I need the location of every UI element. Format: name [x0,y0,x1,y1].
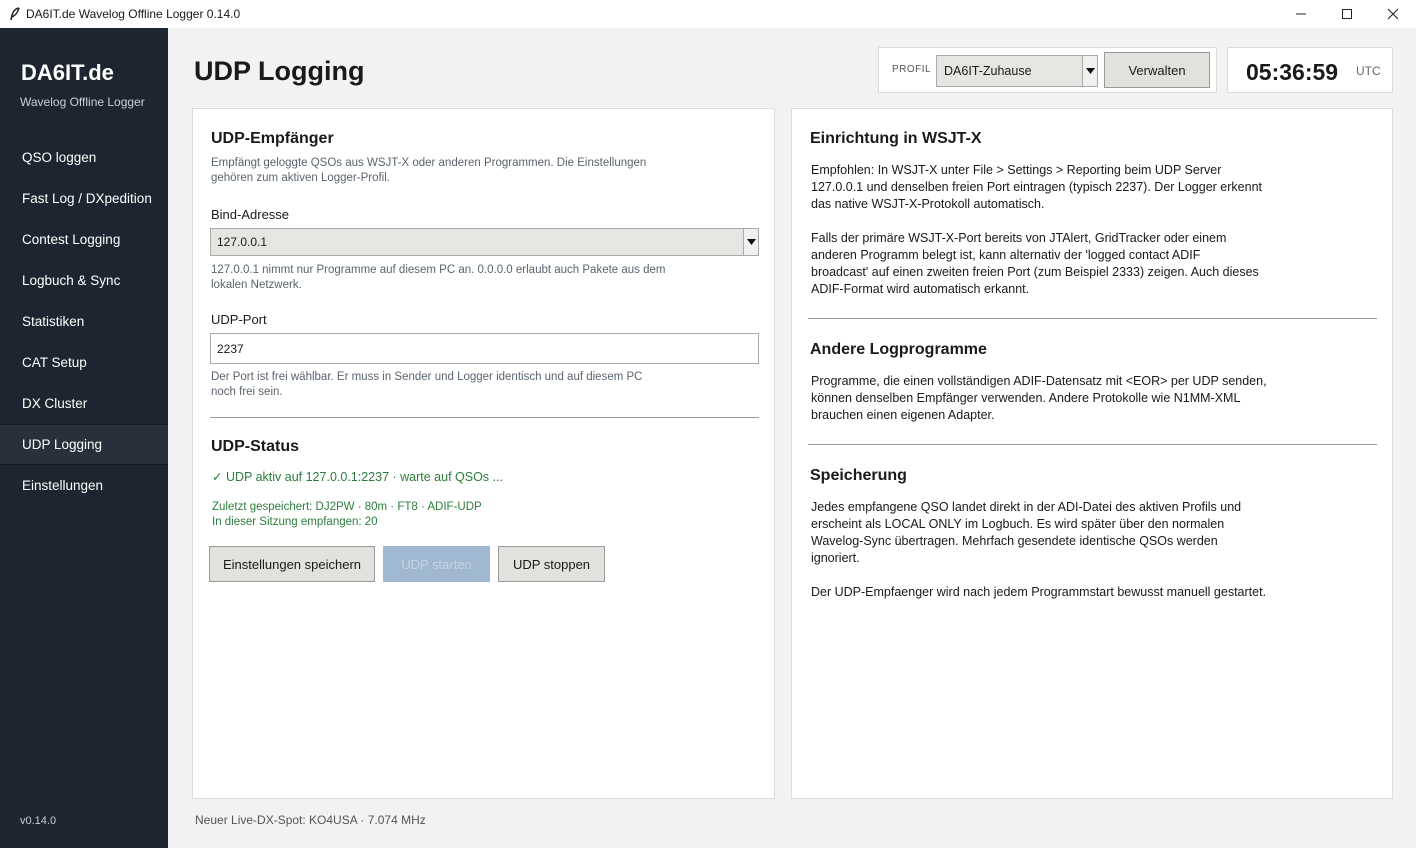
window-controls [1278,0,1416,28]
udp-port-label: UDP-Port [211,312,267,327]
section-divider [210,417,759,418]
chevron-down-icon [1082,56,1097,86]
storage-paragraph-1: Jedes empfangene QSO landet direkt in der ADI-Datei des aktiven Profils und erscheint als LOCAL ONLY im Logbuch. Es wird später über den normalen Wavelog-Sync übertragen. Mehrfach gesendete identische QSOs werden ignoriert. [811,500,1242,565]
window-title: DA6IT.de Wavelog Offline Logger 0.14.0 [26,7,241,21]
port-hint-line2: noch frei sein. [211,386,283,398]
sidebar-item-logbuch-sync[interactable]: Logbuch & Sync [22,273,121,288]
bind-hint-line2: lokalen Netzwerk. [211,279,302,291]
footer-status: Neuer Live-DX-Spot: KO4USA · 7.074 MHz [195,813,426,827]
profile-label: PROFIL [892,64,932,75]
receiver-description-line1: Empfängt geloggte QSOs aus WSJT-X oder anderen Programmen. Die Einstellungen [211,157,647,169]
bind-address-select[interactable] [210,228,759,256]
minimize-icon [1295,8,1307,20]
maximize-button[interactable] [1324,0,1370,28]
udp-stop-button[interactable]: UDP stoppen [498,546,605,582]
udp-port-input[interactable] [210,333,759,364]
udp-port-value: 2237 [217,341,244,356]
wsjtx-paragraph-1: Empfohlen: In WSJT-X unter File > Settings > Reporting beim UDP Server 127.0.0.1 und denselben freien Port eintragen (typisch 2237). Der Logger erkennt das native WSJT-X-Protokoll automatisch. [811,163,1262,211]
udp-settings-panel [192,108,775,799]
brand-subtitle: Wavelog Offline Logger [20,95,145,109]
info-panel [791,108,1393,799]
close-icon [1387,8,1399,20]
sidebar-item-dx-cluster[interactable]: DX Cluster [22,396,88,411]
sidebar-item-udp-logging[interactable]: UDP Logging [0,424,168,465]
session-count-status: In dieser Sitzung empfangen: 20 [212,516,378,528]
storage-paragraph-2: Der UDP-Empfaenger wird nach jedem Programmstart bewusst manuell gestartet. [811,585,1267,599]
udp-active-status: ✓ UDP aktiv auf 127.0.0.1:2237 · warte auf QSOs ... [212,470,503,484]
title-bar [0,0,1416,28]
other-loggers-heading: Andere Logprogramme [810,341,987,358]
wsjtx-heading: Einrichtung in WSJT-X [810,130,982,147]
clock-timezone: UTC [1356,64,1381,78]
utc-clock [1227,47,1393,93]
section-divider [808,318,1377,319]
sidebar-item-cat-setup[interactable]: CAT Setup [22,355,87,370]
section-divider [808,444,1377,445]
sidebar-nav [0,137,168,506]
close-button[interactable] [1370,0,1416,28]
brand-title: DA6IT.de [21,60,114,85]
chevron-down-icon [743,229,758,255]
sidebar-item-fast-log[interactable]: Fast Log / DXpedition [22,191,152,206]
receiver-heading: UDP-Empfänger [211,130,334,147]
sidebar-item-einstellungen[interactable]: Einstellungen [22,478,104,493]
sidebar-item-statistiken[interactable]: Statistiken [22,314,85,329]
manage-profile-button[interactable]: Verwalten [1104,52,1210,88]
version-label: v0.14.0 [20,815,57,827]
bind-address-value: 127.0.0.1 [217,235,268,249]
page-title: UDP Logging [194,56,365,86]
sidebar-item-contest-logging[interactable]: Contest Logging [22,232,121,247]
profile-select[interactable] [936,55,1098,87]
save-settings-button[interactable]: Einstellungen speichern [209,546,375,582]
feather-icon [6,5,24,23]
storage-heading: Speicherung [810,467,907,484]
profile-box [878,47,1217,93]
other-loggers-paragraph: Programme, die einen vollständigen ADIF-Datensatz mit <EOR> per UDP senden, können denselben Empfänger verwenden. Andere Protokolle wie N1MM-XML brauchen einen eigenen Adapter. [811,374,1267,422]
udp-start-button[interactable]: UDP starten [383,546,490,582]
minimize-button[interactable] [1278,0,1324,28]
last-saved-status: Zuletzt gespeichert: DJ2PW · 80m · FT8 · ADIF-UDP [212,501,482,513]
profile-select-value: DA6IT-Zuhause [944,64,1032,78]
bind-hint-line1: 127.0.0.1 nimmt nur Programme auf diesem PC an. 0.0.0.0 erlaubt auch Pakete aus dem [211,264,666,276]
status-heading: UDP-Status [211,438,300,455]
sidebar-item-qso-loggen[interactable]: QSO loggen [22,150,97,165]
receiver-description-line2: gehören zum aktiven Logger-Profil. [211,172,390,184]
wsjtx-paragraph-2: Falls der primäre WSJT-X-Port bereits von JTAlert, GridTracker oder einem anderen Programm belegt ist, kann alternativ der 'logged contact ADIF broadcast' auf einen zweiten freien Port (zum Beispiel 2333) zeigen. Auch dieses ADIF-Format wird automatisch erkannt. [811,231,1259,296]
sidebar [0,28,168,848]
bind-address-label: Bind-Adresse [211,207,290,222]
clock-time: 05:36:59 [1246,59,1339,85]
port-hint-line1: Der Port ist frei wählbar. Er muss in Sender und Logger identisch und auf diesem PC [211,371,643,383]
maximize-icon [1341,8,1353,20]
